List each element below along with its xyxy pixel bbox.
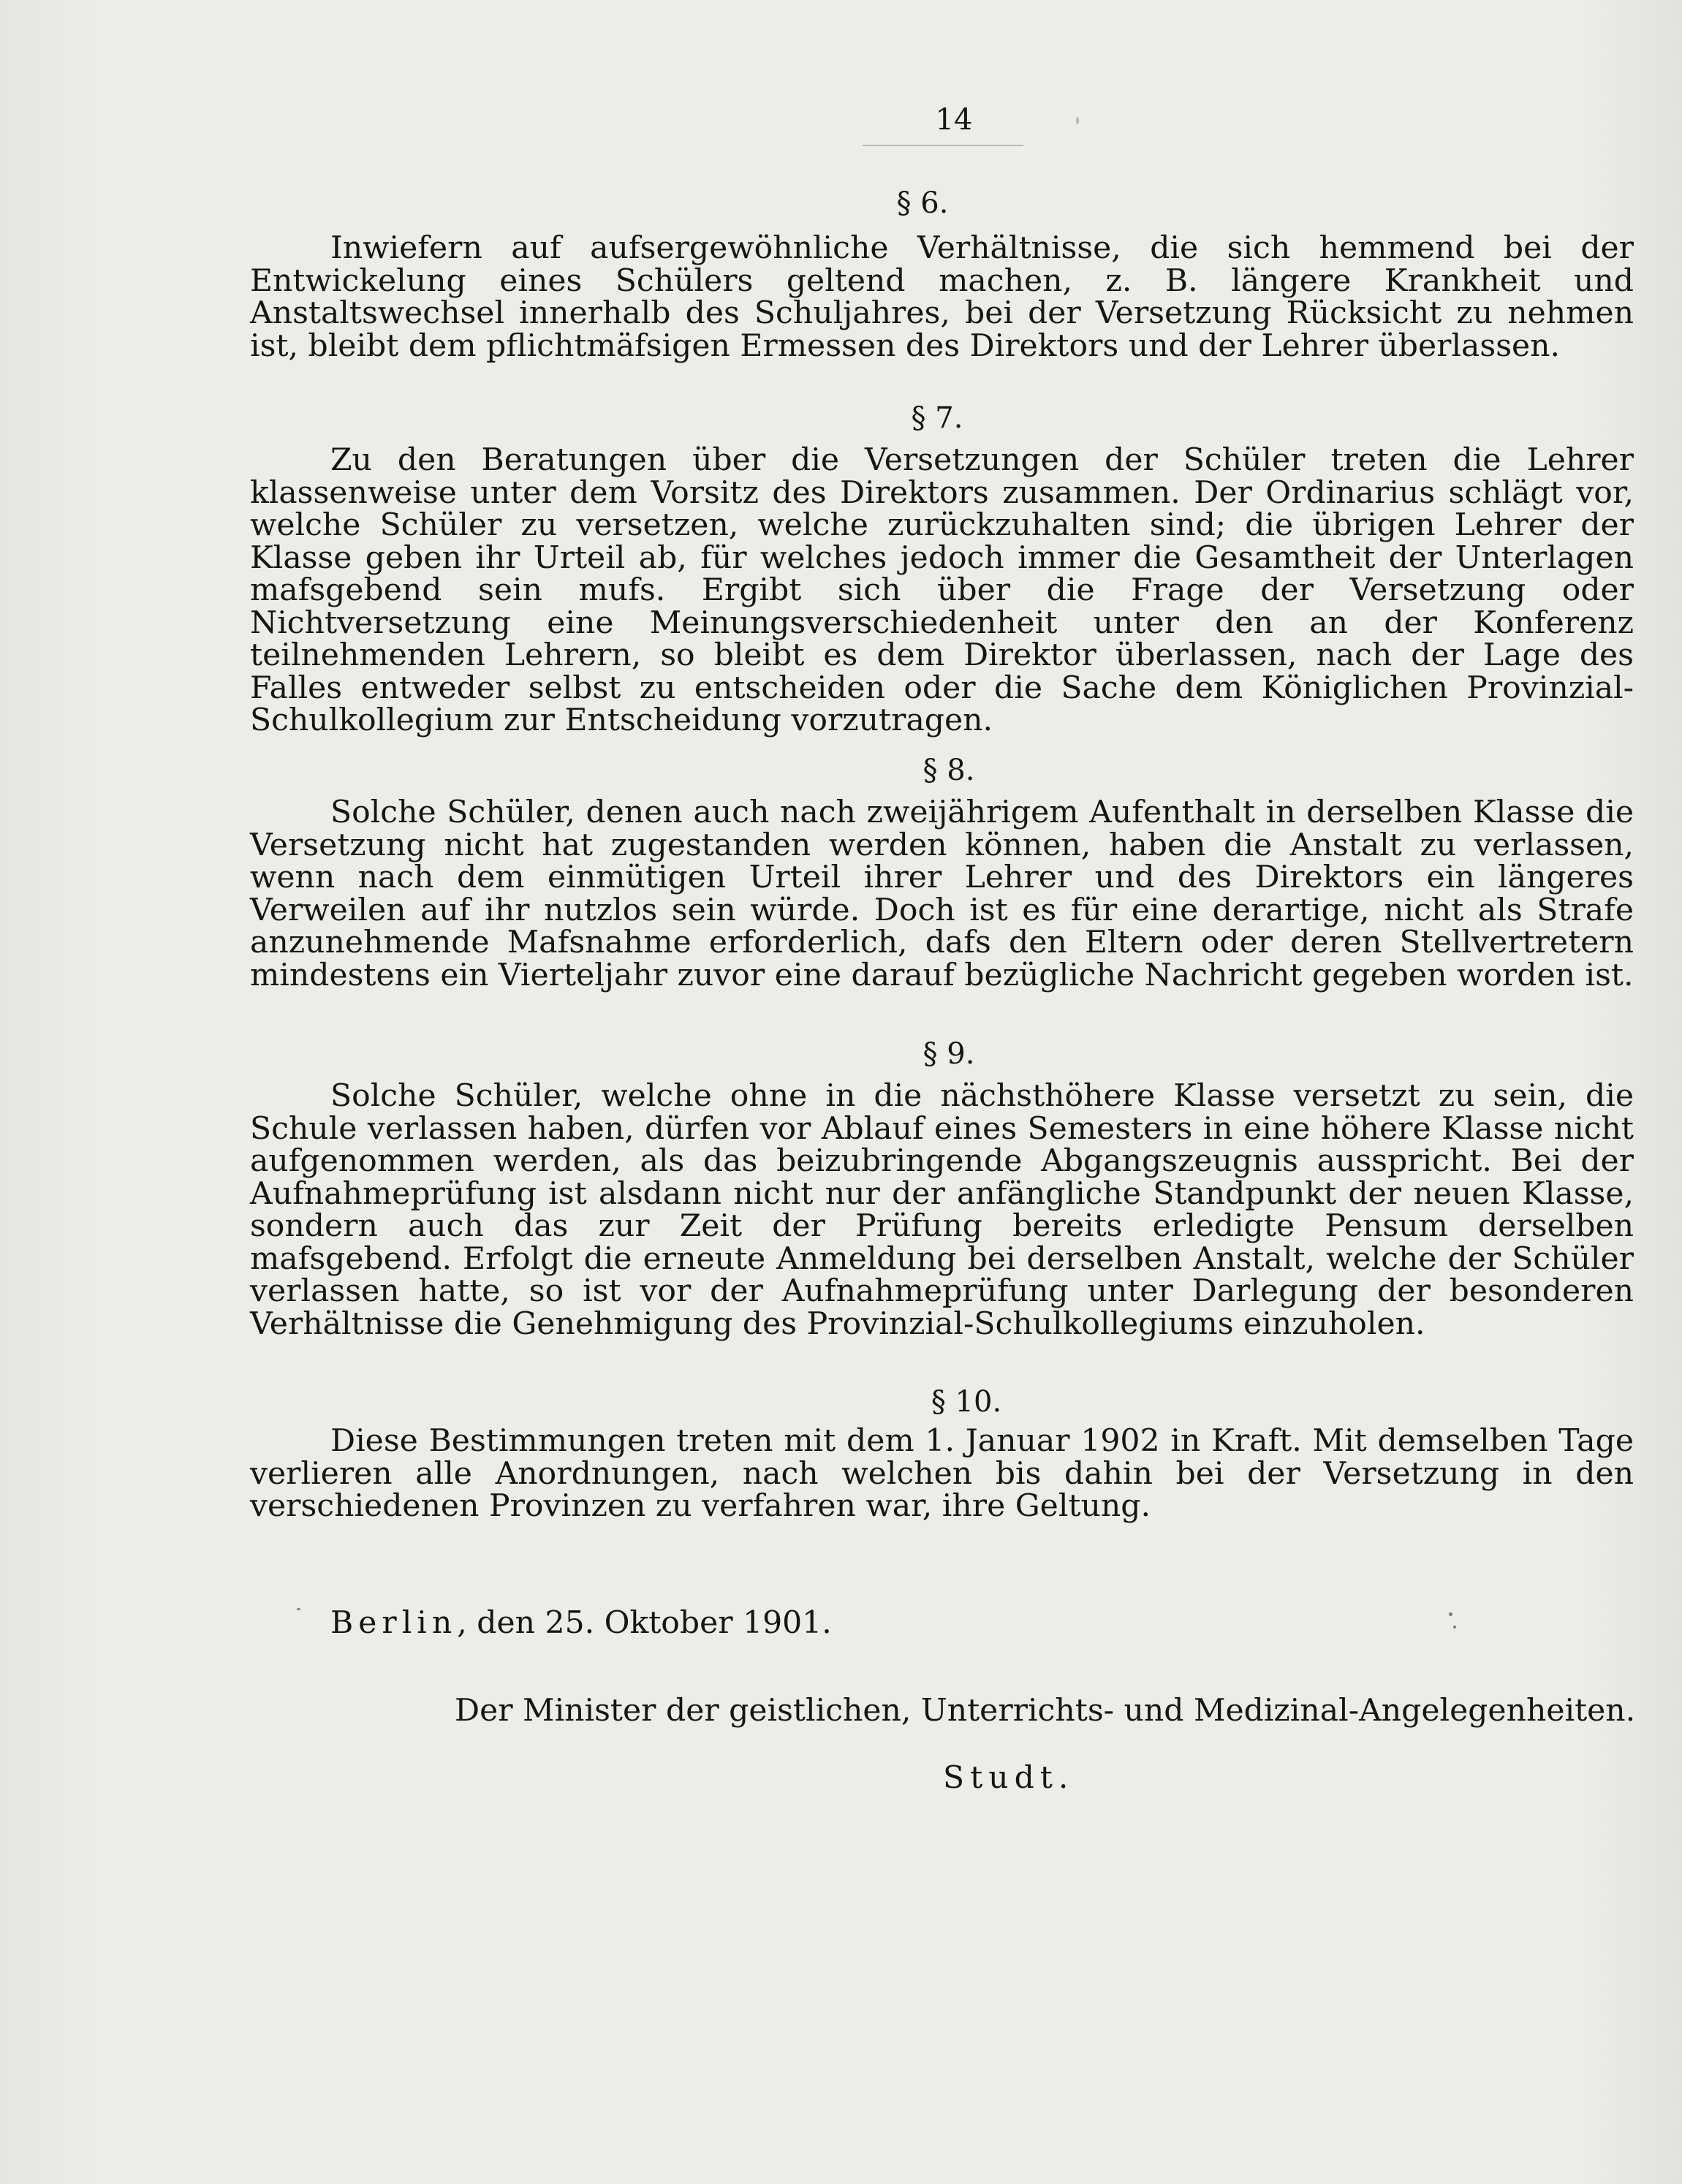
section-text-7: Zu den Beratungen über die Versetzungen der Schüler treten die Lehrer klassenweise unter dem Vorsitz des Direktors zusammen. Der Ordinarius schlägt vor, welche Schüler zu versetzen, welche zurückzuhalten sind; die übrigen Lehrer der Klasse geben ihr Urteil ab, für welches jedoch immer die Gesamtheit der Unterlagen mafsgebend sein mufs. Ergibt sich über die Frage der Versetzung oder Nichtversetzung eine Meinungsverschiedenheit unter den an der Konferenz teilnehmenden Lehrern, so bleibt es dem Direktor überlassen, nach der Lage des Falles entweder selbst zu entscheiden oder die Sache dem Königlichen Provinzial-Schulkollegium zur Entscheidung vorzutragen. xyxy=(250,442,1634,738)
place-date xyxy=(330,1605,832,1642)
section-text-9: Solche Schüler, welche ohne in die nächsthöhere Klasse versetzt zu sein, die Schule verlassen haben, dürfen vor Ablauf eines Semesters in eine höhere Klasse nicht aufgenommen werden, als das beizubringende Abgangszeugnis ausspricht. Bei der Aufnahmeprüfung ist alsdann nicht nur der anfängliche Standpunkt der neuen Klasse, sondern auch das zur Zeit der Prüfung bereits erledigte Pensum derselben mafsgebend. Erfolgt die erneute Anmeldung bei derselben Anstalt, welche der Schüler verlassen hatte, so ist vor der Aufnahmeprüfung unter Darlegung der besonderen Verhältnisse die Genehmigung des Provinzial-Schulkollegiums einzuholen. xyxy=(250,1078,1634,1342)
scan-speck xyxy=(1076,117,1079,124)
scan-speck xyxy=(1453,1626,1456,1628)
section-heading-8: § 8. xyxy=(923,754,975,787)
date-text: , den 25. Oktober 1901. xyxy=(457,1605,832,1641)
section-heading-6: § 6. xyxy=(896,186,949,220)
section-text-8: Solche Schüler, denen auch nach zweijährigem Aufenthalt in derselben Klasse die Versetzung nicht hat zugestanden werden können, haben die Anstalt zu verlassen, wenn nach dem einmütigen Urteil ihrer Lehrer und des Direktors ein längeres Verweilen auf ihr nutzlos sein würde. Doch ist es für eine derartige, nicht als Strafe anzunehmende Mafsnahme erforderlich, dafs den Eltern oder deren Stellvertretern mindestens ein Vierteljahr zuvor eine darauf bezügliche Nachricht gegeben worden ist. xyxy=(250,795,1634,993)
page-number: 14 xyxy=(935,103,973,137)
section-heading-7: § 7. xyxy=(911,401,963,435)
section-heading-10: § 10. xyxy=(931,1385,1002,1419)
page-number-rule xyxy=(863,145,1023,146)
minister-title: Der Minister der geistlichen, Unterrichts- und Medizinal-Angelegenheiten. xyxy=(455,1693,1636,1729)
scan-speck xyxy=(297,1608,300,1610)
section-text-10: Diese Bestimmungen treten mit dem 1. Januar 1902 in Kraft. Mit demselben Tage verlieren alle Anordnungen, nach welchen bis dahin bei der Versetzung in den verschiedenen Provinzen zu verfahren war, ihre Geltung. xyxy=(250,1423,1634,1524)
section-text-6: Inwiefern auf aufsergewöhnliche Verhältnisse, die sich hemmend bei der Entwickelung eines Schülers geltend machen, z. B. längere Krankheit und Anstaltswechsel innerhalb des Schuljahres, bei der Versetzung Rücksicht zu nehmen ist, bleibt dem pflichtmäfsigen Ermessen des Direktors und der Lehrer überlassen. xyxy=(250,230,1634,364)
scan-speck xyxy=(1449,1612,1452,1616)
section-heading-9: § 9. xyxy=(923,1037,975,1071)
signature-name: Studt. xyxy=(943,1760,1075,1796)
place-name: Berlin xyxy=(330,1605,458,1641)
